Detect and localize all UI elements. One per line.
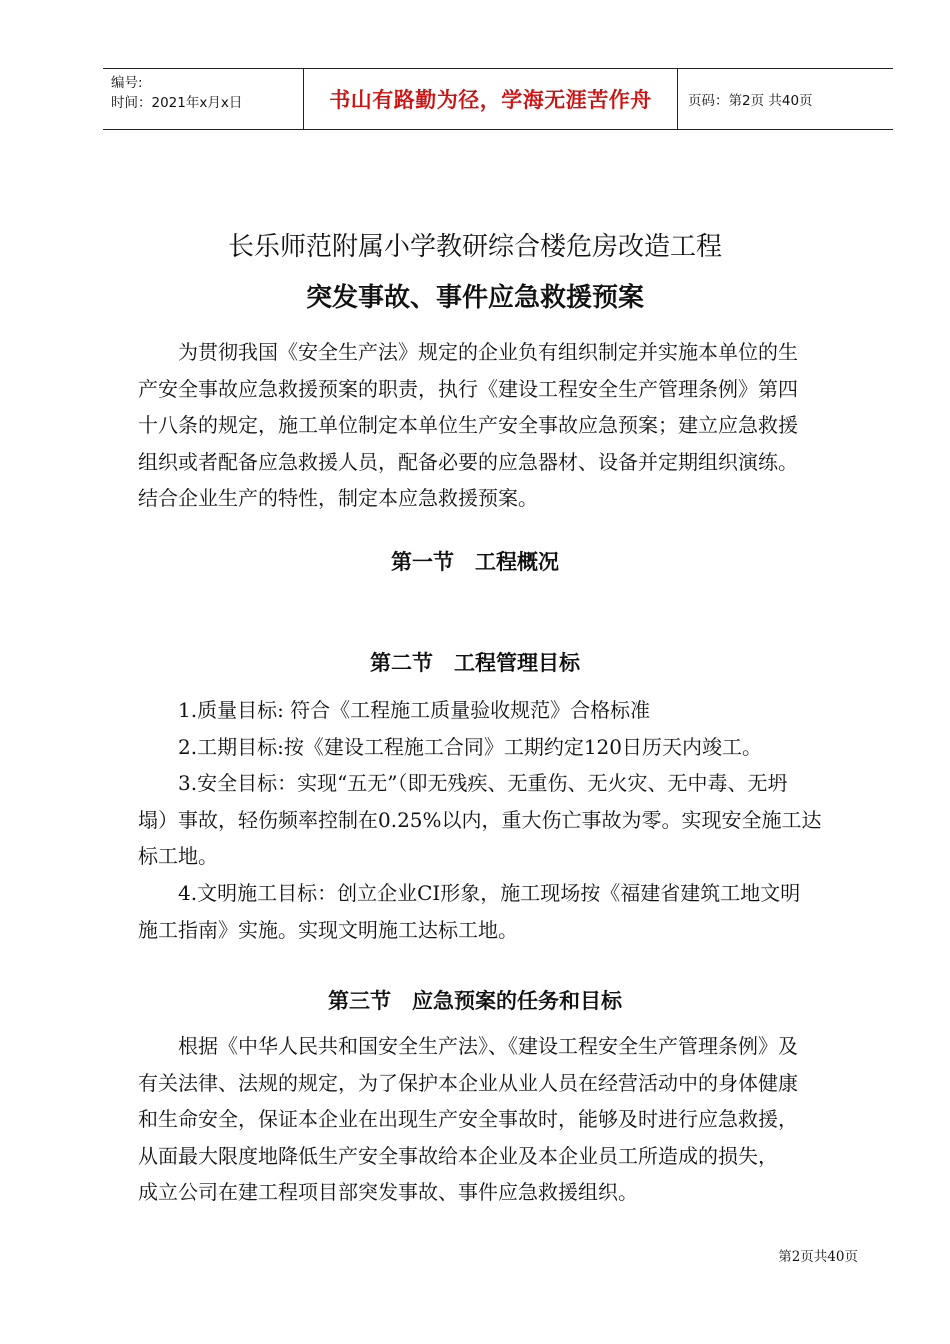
header-number-label: 编号: <box>111 75 143 91</box>
goal-safety-line: 塌）事故，轻伤频率控制在0.25%以内，重大伤亡事故为零。实现安全施工达 <box>138 807 822 832</box>
intro-line: 组织或者配备应急救援人员，配备必要的应急器材、设备并定期组织演练。 <box>138 449 798 474</box>
header-page-info: 页码：第2页 共40页 <box>688 93 813 109</box>
goals-list <box>138 692 858 948</box>
section-heading-1: 第一节 工程概况 <box>391 550 559 574</box>
header-time: 时间：2021年x月x日 <box>111 95 243 111</box>
goal-quality: 1.质量目标: 符合《工程施工质量验收规范》合格标准 <box>178 698 651 722</box>
header-motto: 书山有路勤为径，学海无涯苦作舟 <box>304 69 678 129</box>
intro-line: 结合企业生产的特性，制定本应急救援预案。 <box>138 486 538 511</box>
page-header <box>103 68 893 130</box>
header-meta <box>103 69 304 129</box>
section-heading-2: 第二节 工程管理目标 <box>370 651 580 675</box>
section3-line: 成立公司在建工程项目部突发事故、事件应急救援组织。 <box>138 1180 638 1205</box>
goal-civilized-line: 施工指南》实施。实现文明施工达标工地。 <box>138 917 518 942</box>
section3-line: 有关法律、法规的规定，为了保护本企业从业人员在经营活动中的身体健康 <box>138 1070 798 1095</box>
intro-line: 产安全事故应急救援预案的职责，执行《建设工程安全生产管理条例》第四 <box>138 376 798 401</box>
intro-line: 为贯彻我国《安全生产法》规定的企业负有组织制定并实施本单位的生 <box>178 340 798 364</box>
document-subtitle: 突发事故、事件应急救援预案 <box>305 283 644 313</box>
intro-paragraph <box>138 334 858 517</box>
section3-paragraph <box>138 1028 858 1211</box>
document-title: 长乐师范附属小学教研综合楼危房改造工程 <box>227 232 722 262</box>
page-footer: 第2页共40页 <box>778 1249 858 1265</box>
goal-schedule: 2.工期目标:按《建设工程施工合同》工期约定120日历天内竣工。 <box>178 734 762 759</box>
section-heading-3: 第三节 应急预案的任务和目标 <box>328 989 622 1013</box>
intro-line: 十八条的规定，施工单位制定本单位生产安全事故应急预案；建立应急救援 <box>138 413 798 438</box>
goal-safety-line: 标工地。 <box>138 844 218 869</box>
section3-line: 和生命安全，保证本企业在出现生产安全事故时，能够及时进行应急救援， <box>138 1107 798 1132</box>
section3-line: 从面最大限度地降低生产安全事故给本企业及本企业员工所造成的损失， <box>138 1143 778 1168</box>
goal-civilized-line: 4.文明施工目标：创立企业CI形象，施工现场按《福建省建筑工地文明 <box>178 880 801 905</box>
section3-line: 根据《中华人民共和国安全生产法》、《建设工程安全生产管理条例》及 <box>178 1034 798 1058</box>
goal-safety-line: 3.安全目标：实现“五无”（即无残疾、无重伤、无火灾、无中毒、无坍 <box>178 771 788 796</box>
